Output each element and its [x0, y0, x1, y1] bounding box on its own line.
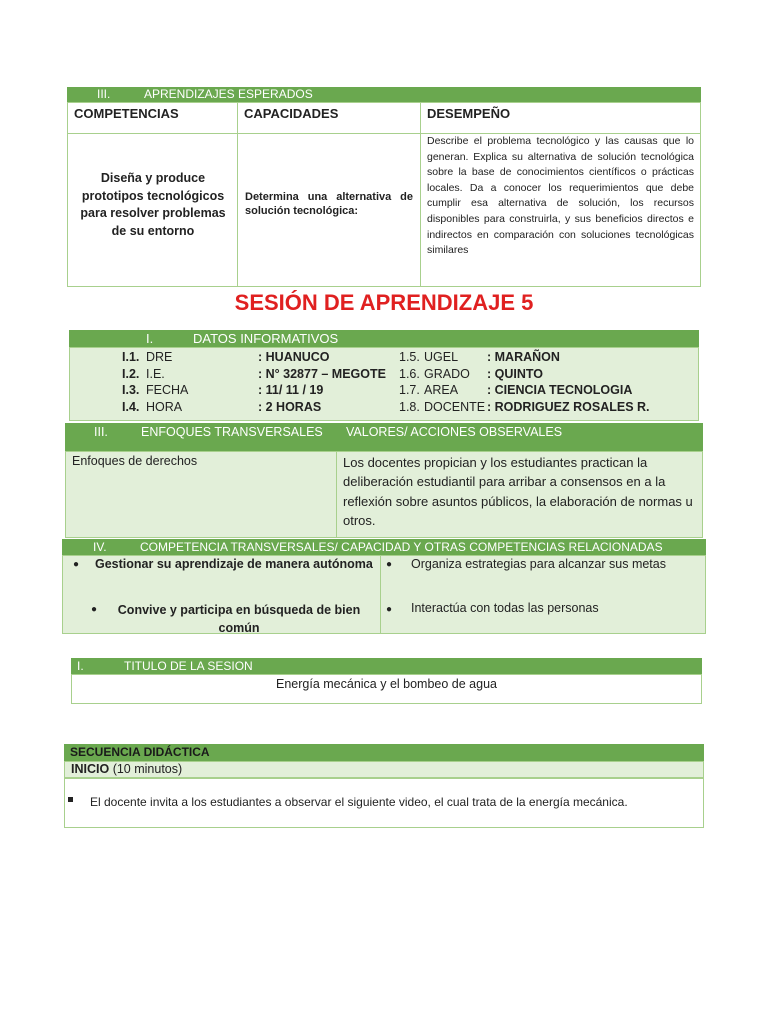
- datos-body: [69, 347, 699, 421]
- datos-row-label: DRE: [146, 350, 173, 364]
- datos-row-value: : N° 32877 – MEGOTE: [258, 366, 386, 381]
- datos-row: [122, 383, 422, 399]
- datos-row: [122, 350, 422, 366]
- datos-row: [122, 400, 422, 416]
- square-bullet-icon: [68, 797, 73, 802]
- enfoques-body: [65, 451, 703, 538]
- col-competencias: COMPETENCIAS: [74, 106, 179, 121]
- competencia-transversal-header: [62, 539, 706, 555]
- aprendizajes-header: [67, 87, 701, 102]
- inicio-item: El docente invita a los estudiantes a observar el siguiente video, el cual trata de la energía mecánica.: [90, 795, 628, 809]
- enfoque-right-text: Los docentes propician y los estudiantes practican la deliberación estudiantil para arribar a consensos en a la reflexión sobre asuntos públicos, la elaboración de normas u otros.: [343, 455, 693, 528]
- bullet-icon: ●: [386, 559, 393, 570]
- datos-row: [399, 367, 699, 383]
- transversal-left-1: Gestionar su aprendizaje de manera autónoma: [95, 557, 373, 571]
- section-title: COMPETENCIA TRANSVERSALES/ CAPACIDAD Y OTRAS COMPETENCIAS RELACIONADAS: [140, 540, 663, 554]
- section-title: ENFOQUES TRANSVERSALES: [141, 425, 323, 439]
- datos-row: [399, 383, 699, 399]
- datos-row-value: : RODRIGUEZ ROSALES R.: [487, 399, 650, 414]
- section-number: I.: [77, 659, 84, 673]
- datos-row-number: 1.6.: [399, 366, 420, 381]
- inicio-row: [64, 761, 704, 778]
- section-number: III.: [97, 87, 111, 101]
- col-desempeno: DESEMPEÑO: [427, 106, 511, 121]
- titulo-body: [71, 674, 702, 704]
- capacidad-text: Determina una alternativa de solución tecnológica:: [245, 191, 413, 217]
- inicio-time: (10 minutos): [112, 762, 183, 776]
- datos-row-value: : CIENCIA TECNOLOGIA: [487, 383, 633, 397]
- enfoque-left-text: Enfoques de derechos: [72, 454, 198, 468]
- section-number: IV.: [93, 540, 107, 554]
- datos-row-number: 1.5.: [399, 350, 420, 364]
- datos-row-value: : 2 HORAS: [258, 399, 322, 414]
- datos-row-label: DOCENTE: [424, 399, 486, 414]
- col-capacidades: CAPACIDADES: [244, 106, 339, 121]
- datos-row-value: : QUINTO: [487, 366, 544, 381]
- datos-row-label: AREA: [424, 383, 459, 397]
- bullet-icon: ●: [91, 604, 98, 615]
- datos-row-number: I.1.: [122, 350, 140, 364]
- inicio-body: [64, 778, 704, 828]
- competencia-transversal-body: [62, 555, 706, 634]
- datos-row: [399, 350, 699, 366]
- datos-row-label: GRADO: [424, 366, 470, 381]
- datos-row: [122, 367, 422, 383]
- datos-row-number: 1.7.: [399, 383, 420, 397]
- secuencia-title: SECUENCIA DIDÁCTICA: [70, 745, 210, 759]
- desempeno-text: Describe el problema tecnológico y las causas que lo generan. Explica su alternativa de solución tecnológica sobre la base de conocimientos científicos o prácticas locales. Da a conocer los requerimientos que debe cumplir esa alternativa de solución, los recursos disponibles para construirla, y sus beneficios directos e indirectos en comparación con soluciones tecnológicas similares: [427, 135, 694, 257]
- enfoques-header: [65, 423, 703, 451]
- transversal-right-1: Organiza estrategias para alcanzar sus metas: [411, 557, 666, 571]
- section-number: I.: [146, 331, 154, 346]
- session-title: SESIÓN DE APRENDIZAJE 5: [234, 290, 534, 315]
- datos-row-label: FECHA: [146, 383, 189, 397]
- competencia-text: Diseña y produce prototipos tecnológicos para resolver problemas de su entorno: [80, 171, 226, 238]
- section-number: III.: [94, 425, 108, 439]
- secuencia-header: [64, 744, 704, 761]
- datos-header: [69, 330, 699, 347]
- datos-row-value: : 11/ 11 / 19: [258, 383, 324, 397]
- section-title-2: VALORES/ ACCIONES OBSERVALES: [346, 425, 563, 439]
- datos-row-number: I.3.: [122, 383, 140, 397]
- datos-row-label: HORA: [146, 399, 183, 414]
- titulo-header: [71, 658, 702, 674]
- section-title: DATOS INFORMATIVOS: [193, 331, 339, 346]
- aprendizajes-table: [67, 102, 701, 287]
- bullet-icon: ●: [73, 559, 80, 570]
- inicio-label: INICIO: [71, 762, 110, 776]
- titulo-value: Energía mecánica y el bombeo de agua: [276, 677, 497, 691]
- datos-row-number: 1.8.: [399, 399, 420, 414]
- datos-row-value: : HUANUCO: [258, 350, 330, 364]
- datos-row-label: I.E.: [146, 366, 165, 381]
- bullet-icon: ●: [386, 604, 393, 615]
- datos-row-number: I.2.: [122, 366, 140, 381]
- section-title: TITULO DE LA SESION: [124, 659, 253, 673]
- transversal-left-2: Convive y participa en búsqueda de bien común: [117, 603, 361, 635]
- datos-row-label: UGEL: [424, 350, 459, 364]
- datos-row-value: : MARAÑON: [487, 350, 560, 364]
- section-title: APRENDIZAJES ESPERADOS: [144, 87, 313, 101]
- datos-row-number: I.4.: [122, 399, 140, 414]
- transversal-right-2: Interactúa con todas las personas: [411, 601, 599, 615]
- datos-row: [399, 400, 699, 416]
